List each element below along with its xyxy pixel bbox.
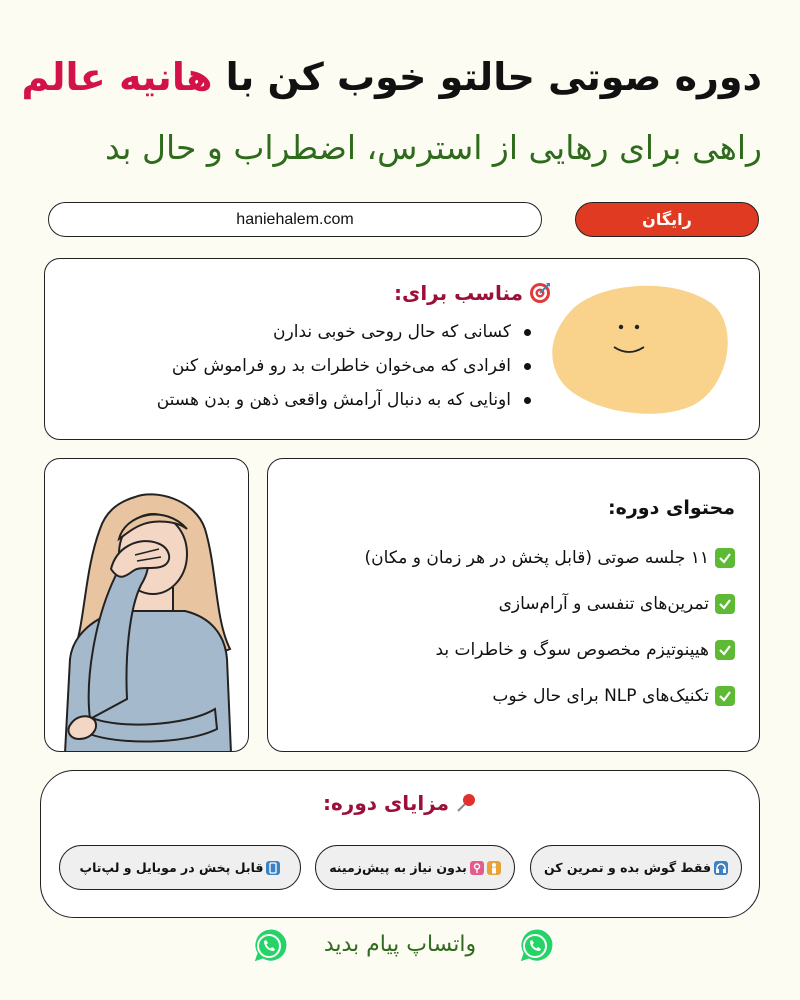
list-item xyxy=(365,535,735,581)
person-icon xyxy=(487,861,501,875)
page-title xyxy=(20,52,762,102)
benefit-label: فقط گوش بده و تمرین کن xyxy=(543,860,712,875)
benefits-heading xyxy=(41,791,759,815)
benefit-chip-devices xyxy=(59,845,301,890)
course-content-card xyxy=(267,458,760,752)
content-item-label: تکنیک‌های NLP برای حال خوب xyxy=(492,686,709,706)
website-link[interactable]: haniehalem.com xyxy=(48,202,542,237)
audience-list xyxy=(63,315,533,417)
phone-icon xyxy=(266,861,280,875)
benefit-label: بدون نیاز به پیش‌زمینه xyxy=(329,860,467,875)
list-item: اونایی که به دنبال آرامش واقعی ذهن و بدن هستن xyxy=(63,383,533,417)
list-item: افرادی که می‌خوان خاطرات بد رو فراموش کنن xyxy=(63,349,533,383)
target-icon xyxy=(529,282,551,304)
page-subtitle: راهی برای رهایی از استرس، اضطراب و حال بد xyxy=(104,128,762,167)
smiley-blob-illustration xyxy=(551,281,731,416)
content-item-label: هیپنوتیزم مخصوص سوگ و خاطرات بد xyxy=(435,640,709,660)
audience-card xyxy=(44,258,760,440)
free-badge: رایگان xyxy=(575,202,759,237)
content-list xyxy=(365,535,735,719)
whatsapp-icon[interactable] xyxy=(514,925,556,967)
stressed-woman-illustration xyxy=(45,459,249,752)
content-item-label: ۱۱ جلسه صوتی (قابل پخش در هر زمان و مکان) xyxy=(364,548,709,568)
list-item xyxy=(365,627,735,673)
benefits-card xyxy=(40,770,760,918)
check-icon xyxy=(715,548,735,568)
title-highlight: هانیه عالم xyxy=(21,55,213,99)
headphones-icon xyxy=(714,861,728,875)
check-icon xyxy=(715,640,735,660)
benefit-label: قابل پخش در موبایل و لپ‌تاپ xyxy=(79,860,264,875)
symbol-icon xyxy=(470,861,484,875)
title-prefix: دوره صوتی حالتو خوب کن با xyxy=(225,55,762,99)
whatsapp-cta[interactable]: واتساپ پیام بدید xyxy=(323,932,477,957)
illustration-card xyxy=(44,458,249,752)
check-icon xyxy=(715,686,735,706)
benefit-chip-no-background xyxy=(315,845,515,890)
benefit-chip-listen xyxy=(530,845,742,890)
list-item xyxy=(365,581,735,627)
audience-heading-label: مناسب برای: xyxy=(394,281,523,305)
pushpin-icon xyxy=(455,792,477,814)
check-icon xyxy=(715,594,735,614)
list-item xyxy=(365,673,735,719)
audience-heading xyxy=(394,281,551,305)
content-item-label: تمرین‌های تنفسی و آرام‌سازی xyxy=(498,594,709,614)
list-item: کسانی که حال روحی خوبی ندارن xyxy=(63,315,533,349)
benefits-heading-label: مزایای دوره: xyxy=(323,791,450,815)
content-heading: محتوای دوره: xyxy=(608,497,735,519)
